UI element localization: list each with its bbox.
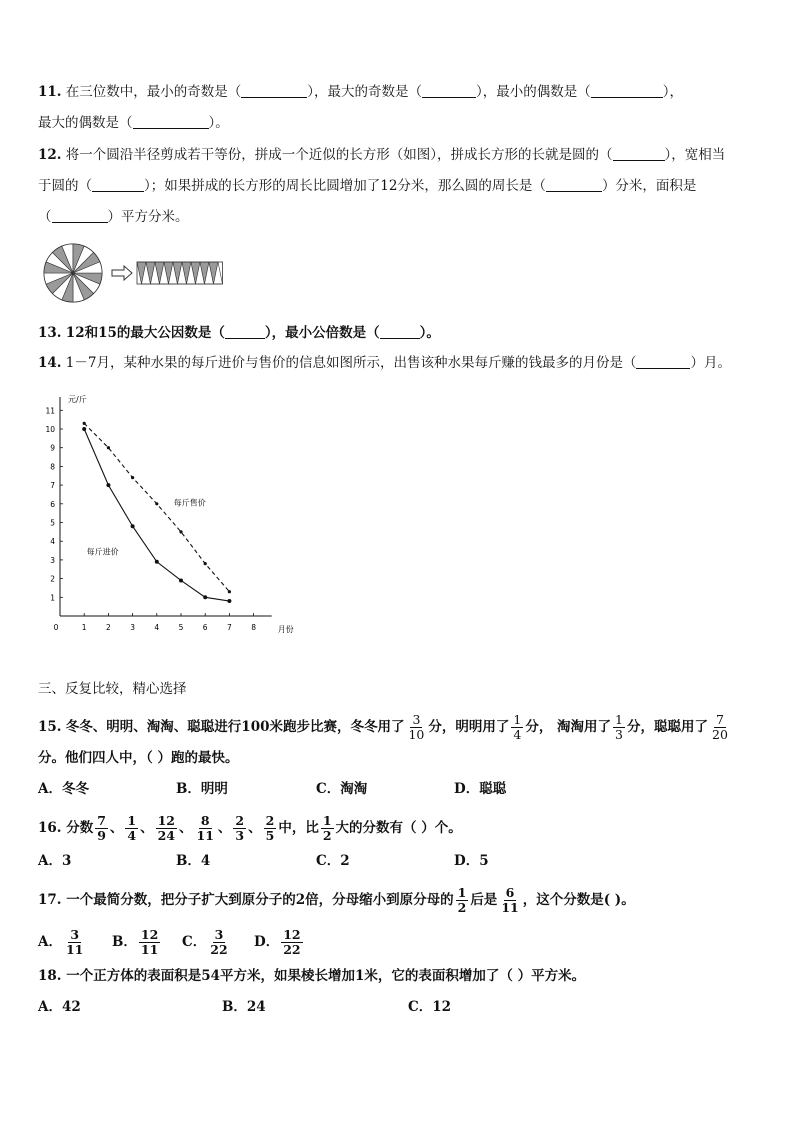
question-number: 12. — [38, 147, 62, 163]
question-number: 11. — [38, 84, 62, 100]
data-point — [82, 427, 86, 431]
answer-blank[interactable] — [92, 177, 144, 192]
y-tick-label: 2 — [50, 574, 55, 584]
option-c[interactable]: C． $\frac{3}{22}$ — [182, 927, 228, 957]
answer-blank[interactable] — [380, 324, 420, 339]
question-12-cont: 于圆的（ ）；如果拼成的长方形的周长比圆增加了12分米，那么圆的周长是（ ）分米，面积是 — [38, 178, 697, 194]
question-number: 13. — [38, 325, 62, 341]
option-a[interactable]: A．3 — [38, 853, 72, 869]
question-number: 17. — [38, 892, 62, 908]
answer-blank[interactable] — [422, 83, 476, 98]
question-17: 17. 一个最简分数，把分子扩大到原分子的2倍，分母缩小到原分母的 $\frac{1}{2}$ 后是 $\frac{6}{11}$ ，这个分数是( )。 — [38, 885, 635, 915]
option-d[interactable]: D．5 — [454, 853, 489, 869]
option-b[interactable]: B．24 — [222, 999, 266, 1015]
data-point — [179, 530, 182, 533]
y-tick-label: 10 — [45, 425, 55, 434]
fraction: $\frac{6}{11}$ — [501, 885, 519, 915]
question-12-cont2: （ ）平方分米。 — [38, 209, 189, 225]
fraction: $\frac{1}{4}$ — [127, 813, 137, 843]
option-d[interactable]: D． $\frac{12}{22}$ — [254, 927, 301, 957]
question-13: 13. 12和15的最大公因数是（ ），最小公倍数是（ ）。 — [38, 325, 440, 341]
fraction: $\frac{8}{11}$ — [196, 813, 214, 843]
question-15-cont: 分。他们四人中，（ ）跑的最快。 — [38, 750, 239, 766]
answer-blank[interactable] — [241, 83, 307, 98]
question-number: 15. — [38, 719, 62, 735]
option-b[interactable]: B．4 — [176, 853, 211, 869]
x-tick-label: 0 — [53, 623, 59, 632]
answer-blank[interactable] — [225, 324, 265, 339]
fraction: $\frac{1}{4}$ — [513, 712, 522, 742]
data-point — [204, 562, 207, 565]
data-point — [155, 502, 158, 505]
data-point — [131, 476, 134, 479]
option-a[interactable]: A．42 — [38, 999, 81, 1015]
question-number: 14. — [38, 355, 62, 371]
y-tick-label: 8 — [50, 462, 55, 472]
question-18: 18. 一个正方体的表面积是54平方米，如果棱长增加1米，它的表面积增加了（ ）平方米。 — [38, 968, 586, 984]
y-axis-label: 元/斤 — [68, 395, 87, 404]
x-tick-label: 7 — [227, 623, 232, 632]
data-point — [106, 483, 110, 487]
option-a[interactable]: A． $\frac{3}{11}$ — [38, 927, 84, 957]
x-tick-label: 4 — [154, 623, 160, 632]
data-point — [83, 422, 86, 425]
x-tick-label: 6 — [202, 623, 208, 632]
section-3-title: 三、反复比较，精心选择 — [38, 681, 187, 697]
option-c[interactable]: C．淘淘 — [316, 781, 368, 797]
option-c[interactable]: C．12 — [408, 999, 452, 1015]
option-c[interactable]: C．2 — [316, 853, 350, 869]
y-tick-label: 7 — [50, 481, 55, 491]
x-tick-label: 2 — [106, 623, 111, 632]
y-tick-label: 3 — [50, 555, 55, 565]
y-tick-label: 1 — [50, 593, 55, 603]
y-tick-label: 9 — [50, 443, 55, 453]
x-tick-label: 5 — [178, 623, 184, 632]
data-point — [131, 524, 135, 528]
data-point — [228, 590, 231, 593]
answer-blank[interactable] — [613, 146, 665, 161]
series-label-sell: 每斤售价 — [173, 498, 206, 508]
circle-to-rectangle-figure — [40, 240, 230, 306]
fraction: $\frac{3}{10}$ — [408, 712, 425, 742]
series-label-buy: 每斤进价 — [86, 547, 119, 557]
question-14: 14. 1－7月，某种水果的每斤进价与售价的信息如图所示，出售该种水果每斤赚的钱最多的月份是（ ）月。 — [38, 355, 731, 371]
option-a[interactable]: A．冬冬 — [38, 781, 89, 797]
question-17-options — [38, 926, 305, 958]
y-tick-label: 5 — [50, 518, 55, 528]
option-d[interactable]: D．聪聪 — [454, 781, 507, 797]
answer-blank[interactable] — [133, 114, 209, 129]
question-number: 16. — [38, 820, 62, 836]
x-tick-label: 8 — [251, 623, 256, 632]
fraction: $\frac{2}{5}$ — [265, 813, 275, 843]
fraction: $\frac{1}{2}$ — [457, 885, 467, 915]
question-15-options — [38, 779, 506, 799]
answer-blank[interactable] — [591, 83, 663, 98]
series-line — [84, 423, 229, 591]
x-axis-label: 月份 — [277, 625, 294, 634]
answer-blank[interactable] — [636, 354, 690, 369]
data-point — [155, 560, 159, 564]
data-point — [179, 578, 183, 582]
question-11: 11. 在三位数中，最小的奇数是（ ），最大的奇数是（ ），最小的偶数是（ ）， — [38, 84, 684, 100]
approx-rectangle — [137, 262, 223, 284]
price-line-chart — [40, 388, 300, 640]
question-12: 12. 将一个圆沿半径剪成若干等份，拼成一个近似的长方形（如图），拼成长方形的长就是圆的（ ），宽相当 — [38, 147, 726, 163]
data-point — [107, 446, 110, 449]
fraction: $\frac{2}{3}$ — [235, 813, 245, 843]
question-11-cont: 最大的偶数是（ ）。 — [38, 115, 229, 131]
series-line — [84, 429, 229, 601]
answer-blank[interactable] — [546, 177, 602, 192]
data-point — [203, 595, 207, 599]
question-16: 16. 分数 $\frac{7}{9}$ 、 $\frac{1}{4}$ 、 $\frac{12}{24}$ 、 $\frac{8}{11}$ 、 $\frac{2}{3}$ 、 $\frac{2}{5}$ 中，比 $\frac{1}{2}$ 大的分数有（ ）个。 — [38, 813, 462, 843]
data-point — [227, 599, 231, 603]
option-b[interactable]: B．明明 — [176, 781, 228, 797]
y-tick-label: 6 — [50, 499, 55, 509]
fraction: $\frac{1}{3}$ — [615, 712, 623, 742]
y-tick-label: 4 — [50, 537, 55, 547]
fraction: $\frac{7}{20}$ — [712, 712, 728, 742]
question-16-options — [38, 851, 489, 871]
question-number: 18. — [38, 968, 62, 984]
x-tick-label: 3 — [130, 623, 135, 632]
divided-circle — [44, 244, 102, 302]
y-tick-label: 11 — [45, 406, 55, 416]
fraction: $\frac{12}{24}$ — [157, 813, 176, 843]
question-18-options — [38, 997, 451, 1017]
question-15: 15. 冬冬、明明、淘淘、聪聪进行100米跑步比赛，冬冬用了 $\frac{3}{10}$ 分，明明用了 $\frac{1}{4}$ 分， 淘淘用了 $\frac{1}{3}$ 分，聪聪用了 $\frac{7}{20}$ — [38, 712, 728, 742]
fraction: $\frac{7}{9}$ — [97, 813, 106, 843]
x-tick-label: 1 — [81, 623, 87, 632]
answer-blank[interactable] — [52, 208, 108, 223]
fraction: $\frac{1}{2}$ — [322, 813, 332, 843]
option-b[interactable]: B． $\frac{12}{11}$ — [112, 927, 159, 957]
arrow-icon — [112, 266, 132, 280]
